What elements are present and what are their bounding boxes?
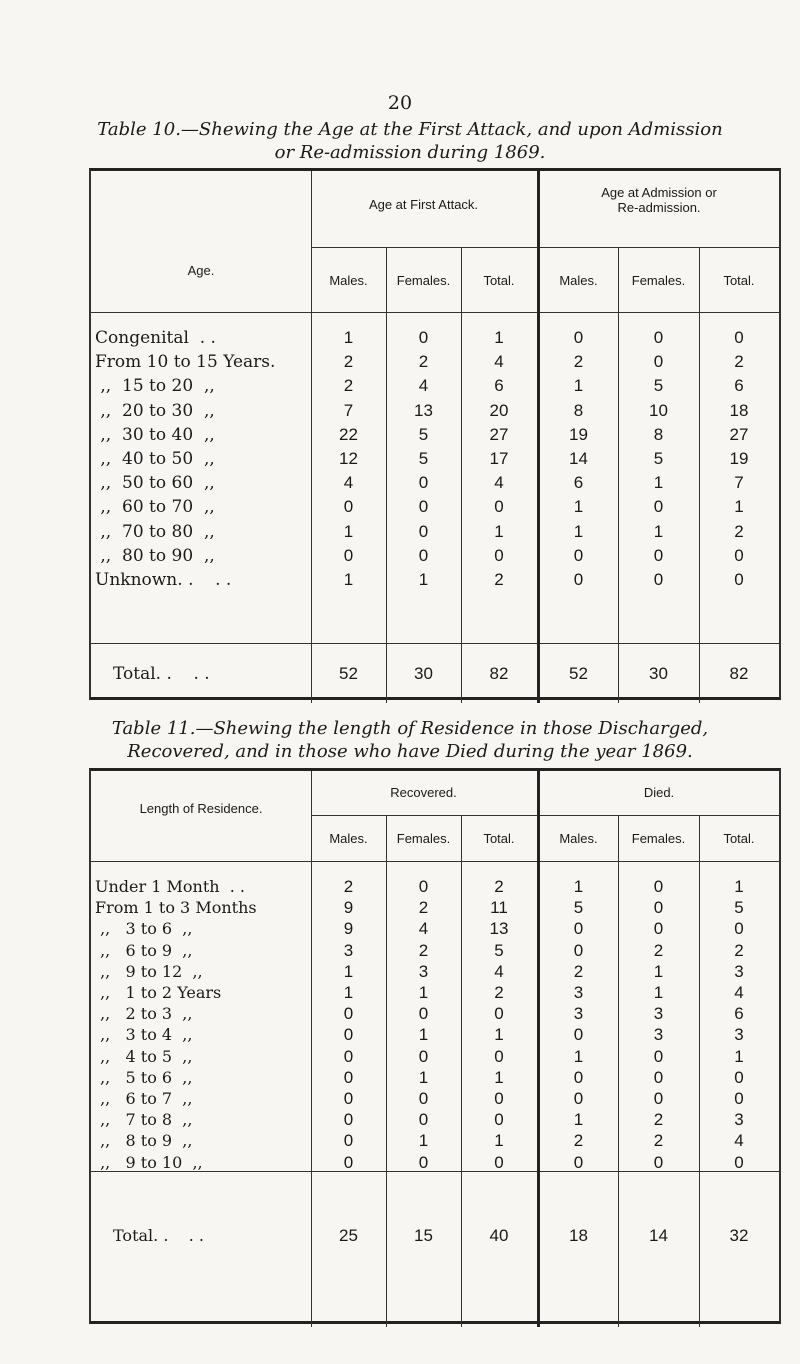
cell-value: 4 — [494, 473, 504, 493]
cell-value: 0 — [653, 497, 664, 517]
table11 — [89, 768, 781, 1324]
cell-value: 0 — [418, 1046, 429, 1066]
cell-value: 0 — [653, 1152, 664, 1172]
cell-value: 1 — [734, 1046, 744, 1066]
table-row — [91, 982, 779, 1004]
cell-value: 1 — [573, 1046, 584, 1066]
cell-value: 2 — [653, 1110, 664, 1130]
table10-subheader-4: Females. — [631, 273, 686, 288]
cell-value: 2 — [734, 352, 744, 372]
cell-value: 27 — [729, 424, 749, 444]
row-label: ,, 5 to 6 ,, — [95, 1067, 193, 1087]
row-label: ,, 6 to 7 ,, — [95, 1089, 193, 1108]
table11-subheader-5: Total. — [723, 831, 755, 846]
cell-value: 25 — [339, 1226, 358, 1245]
cell-value: 0 — [418, 328, 429, 347]
table-row — [91, 940, 779, 962]
cell-value: 7 — [734, 473, 744, 493]
cell-value: 0 — [573, 1152, 584, 1172]
cell-value: 4 — [734, 983, 744, 1002]
cell-value: 1 — [734, 877, 744, 896]
cell-value: 2 — [494, 983, 504, 1002]
cell-value: 6 — [734, 376, 744, 396]
cell-value: 8 — [573, 400, 584, 420]
cell-value: 3 — [653, 1025, 664, 1045]
cell-value: 8 — [653, 424, 664, 444]
row-label: ,, 60 to 70 ,, — [95, 497, 215, 518]
cell-value: 4 — [418, 376, 429, 396]
cell-value: 3 — [573, 1004, 584, 1024]
cell-value: 4 — [734, 1131, 744, 1151]
row-label: ,, 1 to 2 Years — [95, 983, 222, 1002]
table10-caption-line2: or Re-admission during 1869. — [274, 142, 546, 163]
cell-value: 0 — [418, 497, 429, 517]
cell-value: 2 — [734, 521, 744, 541]
cell-value: 20 — [489, 400, 509, 420]
cell-value: 0 — [653, 352, 664, 372]
cell-value: 3 — [343, 940, 354, 960]
table11-caption — [60, 717, 760, 763]
row-label: Unknown. . . . — [95, 570, 232, 590]
table11-subheader-0: Males. — [329, 831, 368, 846]
cell-value: 2 — [418, 940, 429, 960]
table-row — [91, 1024, 779, 1046]
row-label: Congenital . . — [95, 328, 216, 348]
cell-value: 0 — [343, 1089, 354, 1108]
table11-died-header: Died. — [643, 785, 675, 800]
cell-value: 0 — [418, 473, 429, 493]
table10-subheader-3: Males. — [559, 273, 598, 288]
table10-subheader-1: Females. — [396, 273, 451, 288]
cell-value: 0 — [653, 919, 664, 939]
table-row — [91, 961, 779, 983]
table-row — [91, 897, 779, 919]
cell-value: 0 — [343, 1110, 354, 1130]
cell-value: 0 — [653, 877, 664, 896]
row-label: ,, 20 to 30 ,, — [95, 400, 215, 421]
row-label: Total. . . . — [113, 1226, 205, 1245]
cell-value: 0 — [418, 1004, 429, 1024]
table10-first-attack-header: Age at First Attack. — [368, 197, 479, 212]
cell-value: 6 — [494, 376, 504, 396]
cell-value: 0 — [734, 328, 744, 347]
cell-value: 30 — [649, 664, 668, 683]
table10-subheader-0: Males. — [329, 273, 368, 288]
table11-recovered-header: Recovered. — [390, 785, 457, 800]
row-label: ,, 40 to 50 ,, — [95, 449, 215, 469]
table10-caption-line1: Table 10.—Shewing the Age at the First Attack, and upon Admission — [97, 119, 723, 140]
row-label: ,, 80 to 90 ,, — [95, 545, 215, 566]
row-label: ,, 7 to 8 ,, — [95, 1110, 193, 1130]
cell-value: 12 — [339, 449, 358, 468]
cell-value: 1 — [573, 376, 584, 396]
cell-value: 30 — [414, 664, 433, 683]
cell-value: 1 — [418, 570, 429, 589]
cell-value: 1 — [494, 1067, 504, 1087]
table-row — [91, 351, 779, 373]
cell-value: 2 — [343, 877, 354, 896]
table-row — [91, 876, 779, 898]
cell-value: 1 — [418, 1067, 429, 1087]
table11-subheader-3: Males. — [559, 831, 598, 846]
cell-value: 5 — [494, 940, 504, 960]
cell-value: 1 — [573, 877, 584, 896]
cell-value: 0 — [343, 1152, 354, 1172]
cell-value: 0 — [343, 545, 354, 565]
table-row — [91, 1046, 779, 1068]
cell-value: 3 — [418, 961, 429, 981]
cell-value: 1 — [573, 1110, 584, 1130]
cell-value: 2 — [573, 961, 584, 981]
cell-value: 0 — [573, 328, 584, 347]
cell-value: 0 — [494, 545, 504, 565]
cell-value: 0 — [734, 570, 744, 589]
row-label: ,, 4 to 5 ,, — [95, 1046, 193, 1066]
table11-caption-line1: Table 11.—Shewing the length of Residence in those Discharged, — [111, 718, 709, 739]
cell-value: 3 — [653, 1004, 664, 1024]
cell-value: 1 — [418, 1131, 429, 1151]
cell-value: 9 — [343, 919, 354, 939]
cell-value: 0 — [343, 497, 354, 517]
cell-value: 2 — [343, 376, 354, 396]
cell-value: 0 — [494, 497, 504, 517]
table10-subheader-5: Total. — [723, 273, 755, 288]
cell-value: 0 — [653, 545, 664, 565]
table-row — [91, 918, 779, 940]
cell-value: 0 — [418, 1089, 429, 1108]
table11-subheader-1: Females. — [396, 831, 451, 846]
table11-length-header: Length of Residence. — [139, 801, 263, 816]
cell-value: 1 — [653, 473, 664, 493]
cell-value: 0 — [418, 521, 429, 541]
cell-value: 0 — [343, 1004, 354, 1024]
cell-value: 0 — [734, 1067, 744, 1087]
cell-value: 82 — [729, 664, 749, 683]
cell-value: 19 — [569, 424, 588, 444]
row-label: ,, 9 to 12 ,, — [95, 961, 203, 981]
cell-value: 32 — [729, 1226, 749, 1245]
cell-value: 0 — [418, 545, 429, 565]
cell-value: 52 — [569, 664, 588, 683]
cell-value: 1 — [653, 521, 664, 541]
cell-value: 2 — [343, 352, 354, 372]
cell-value: 0 — [343, 1025, 354, 1045]
table11-caption-line2: Recovered, and in those who have Died during the year 1869. — [127, 741, 693, 762]
cell-value: 0 — [494, 1110, 504, 1130]
cell-value: 5 — [573, 898, 584, 918]
cell-value: 3 — [734, 961, 744, 981]
cell-value: 0 — [734, 919, 744, 939]
cell-value: 14 — [569, 449, 588, 468]
cell-value: 0 — [653, 570, 664, 589]
cell-value: 5 — [653, 449, 664, 468]
cell-value: 3 — [734, 1025, 744, 1045]
cell-value: 9 — [343, 898, 354, 918]
cell-value: 1 — [494, 521, 504, 541]
row-label: ,, 30 to 40 ,, — [95, 424, 215, 445]
cell-value: 0 — [573, 570, 584, 589]
cell-value: 6 — [573, 473, 584, 493]
cell-value: 3 — [734, 1110, 744, 1130]
table10-admission-header-line2: Re-admission. — [617, 200, 701, 215]
cell-value: 2 — [494, 570, 504, 589]
cell-value: 0 — [573, 1025, 584, 1045]
row-label: ,, 3 to 4 ,, — [95, 1025, 193, 1045]
row-label: ,, 9 to 10 ,, — [95, 1152, 203, 1172]
cell-value: 4 — [494, 352, 504, 372]
cell-value: 0 — [494, 1046, 504, 1066]
row-label: ,, 50 to 60 ,, — [95, 473, 215, 494]
cell-value: 4 — [418, 919, 429, 939]
table11-total-row — [91, 1225, 779, 1247]
cell-value: 19 — [729, 449, 749, 468]
cell-value: 2 — [418, 352, 429, 372]
cell-value: 0 — [573, 1089, 584, 1108]
cell-value: 0 — [494, 1152, 504, 1172]
cell-value: 0 — [343, 1067, 354, 1087]
row-label: ,, 3 to 6 ,, — [95, 919, 193, 939]
page-number: 20 — [387, 92, 413, 114]
table-row — [91, 327, 779, 349]
table10-admission-header-line1: Age at Admission or — [601, 185, 717, 200]
row-label: ,, 2 to 3 ,, — [95, 1004, 193, 1024]
cell-value: 0 — [653, 1067, 664, 1087]
cell-value: 5 — [653, 376, 664, 396]
cell-value: 0 — [734, 1089, 744, 1108]
cell-value: 17 — [489, 449, 509, 468]
cell-value: 1 — [494, 328, 504, 347]
table-row — [91, 1003, 779, 1025]
cell-value: 1 — [343, 961, 354, 981]
cell-value: 0 — [653, 328, 664, 347]
cell-value: 0 — [573, 545, 584, 565]
cell-value: 2 — [573, 1131, 584, 1151]
cell-value: 1 — [494, 1131, 504, 1151]
cell-value: 13 — [414, 400, 433, 420]
cell-value: 1 — [653, 961, 664, 981]
cell-value: 0 — [734, 1152, 744, 1172]
row-label: Total. . . . — [113, 664, 210, 684]
cell-value: 0 — [418, 1110, 429, 1130]
cell-value: 0 — [343, 1046, 354, 1066]
table10-caption — [60, 118, 760, 164]
row-label: From 1 to 3 Months — [95, 898, 257, 918]
cell-value: 5 — [418, 424, 429, 444]
cell-value: 40 — [489, 1226, 509, 1245]
cell-value: 1 — [573, 497, 584, 517]
cell-value: 0 — [573, 1067, 584, 1087]
row-label: ,, 15 to 20 ,, — [95, 376, 215, 397]
cell-value: 82 — [489, 664, 509, 683]
table-row — [91, 448, 779, 470]
cell-value: 2 — [573, 352, 584, 372]
table10-admission-header — [539, 185, 779, 215]
cell-value: 1 — [653, 983, 664, 1002]
cell-value: 18 — [729, 400, 749, 420]
cell-value: 7 — [343, 400, 354, 420]
cell-value: 22 — [339, 424, 358, 444]
cell-value: 0 — [343, 1131, 354, 1151]
table-row — [91, 424, 779, 446]
cell-value: 0 — [494, 1004, 504, 1024]
cell-value: 2 — [494, 877, 504, 896]
cell-value: 14 — [649, 1226, 668, 1245]
cell-value: 2 — [418, 898, 429, 918]
cell-value: 0 — [573, 919, 584, 939]
table11-subheader-4: Females. — [631, 831, 686, 846]
row-label: ,, 70 to 80 ,, — [95, 521, 215, 542]
cell-value: 2 — [734, 940, 744, 960]
cell-value: 4 — [494, 961, 504, 981]
cell-value: 18 — [569, 1226, 588, 1245]
cell-value: 1 — [734, 497, 744, 517]
cell-value: 0 — [734, 545, 744, 565]
cell-value: 0 — [573, 940, 584, 960]
cell-value: 0 — [418, 1152, 429, 1172]
cell-value: 0 — [653, 898, 664, 918]
row-label: ,, 8 to 9 ,, — [95, 1131, 193, 1151]
cell-value: 52 — [339, 664, 358, 683]
cell-value: 0 — [418, 877, 429, 896]
cell-value: 5 — [734, 898, 744, 918]
table-row — [91, 400, 779, 422]
table-row — [91, 569, 779, 591]
cell-value: 1 — [418, 1025, 429, 1045]
cell-value: 13 — [489, 919, 509, 939]
table10-age-header: Age. — [187, 263, 215, 278]
table-row — [91, 472, 779, 494]
table-row — [91, 1088, 779, 1110]
table10-total-row — [91, 663, 779, 685]
cell-value: 3 — [573, 983, 584, 1002]
cell-value: 6 — [734, 1004, 744, 1024]
cell-value: 1 — [418, 983, 429, 1002]
table11-subheader-2: Total. — [483, 831, 515, 846]
row-label: From 10 to 15 Years. — [95, 352, 276, 373]
cell-value: 0 — [494, 1089, 504, 1108]
table-row — [91, 1152, 779, 1174]
cell-value: 0 — [653, 1089, 664, 1108]
table-row — [91, 545, 779, 567]
cell-value: 4 — [343, 473, 354, 493]
cell-value: 2 — [653, 1131, 664, 1151]
cell-value: 1 — [343, 983, 354, 1002]
table-row — [91, 496, 779, 518]
table-row — [91, 521, 779, 543]
cell-value: 1 — [343, 521, 354, 541]
row-label: Under 1 Month . . — [95, 877, 245, 896]
table-row — [91, 1109, 779, 1131]
cell-value: 1 — [494, 1025, 504, 1045]
cell-value: 0 — [653, 1046, 664, 1066]
cell-value: 5 — [418, 449, 429, 468]
table10-subheader-2: Total. — [483, 273, 515, 288]
cell-value: 11 — [490, 898, 508, 918]
cell-value: 15 — [414, 1226, 433, 1245]
cell-value: 1 — [343, 570, 354, 589]
cell-value: 10 — [649, 400, 668, 420]
table-row — [91, 375, 779, 397]
row-label: ,, 6 to 9 ,, — [95, 940, 193, 960]
cell-value: 2 — [653, 940, 664, 960]
table10 — [89, 168, 781, 700]
table-row — [91, 1130, 779, 1152]
cell-value: 27 — [489, 424, 509, 444]
table-row — [91, 1067, 779, 1089]
cell-value: 1 — [573, 521, 584, 541]
cell-value: 1 — [343, 328, 354, 347]
